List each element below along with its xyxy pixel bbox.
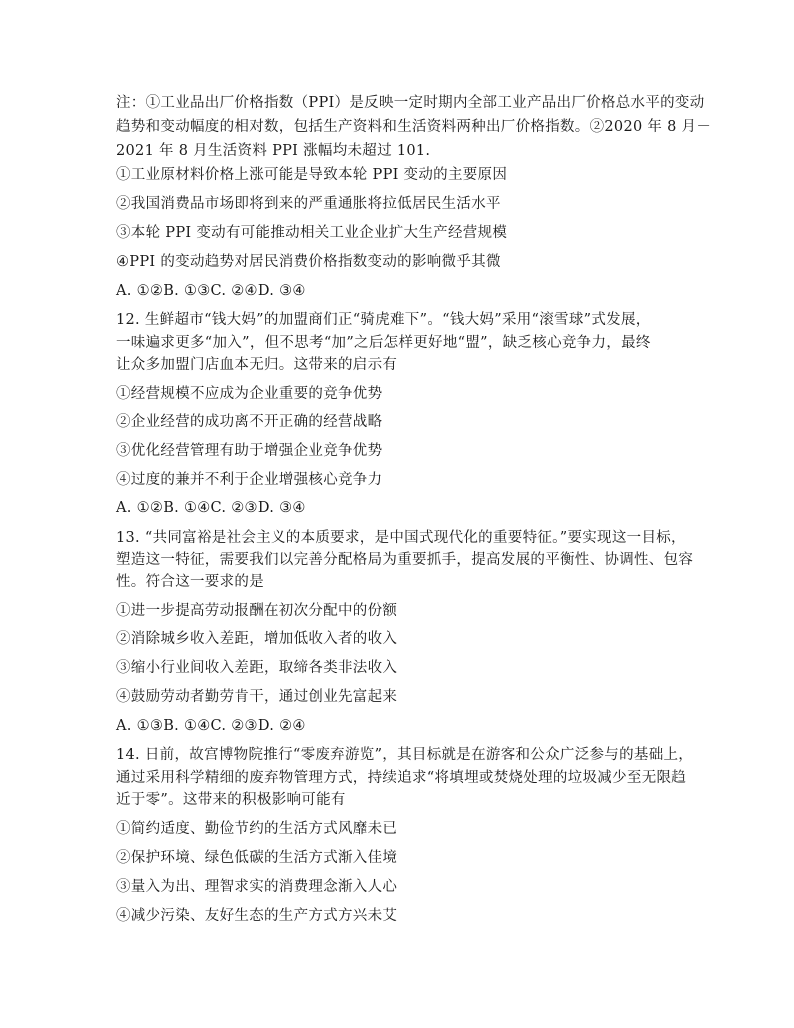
question-stem-line: 一味遍求更多“加入”，但不思考“加”之后怎样更好地“盟”，缺乏核心竞争力，最终 xyxy=(116,335,651,351)
question-stem-line: 近于零”。这带来的积极影响可能有 xyxy=(116,792,346,808)
question-stem-line: 通过采用科学精细的废弃物管理方式，持续追求“将填埋或焚烧处理的垃圾减少至无限趋 xyxy=(116,770,687,786)
option-item: ④过度的兼并不利于企业增强核心竞争力 xyxy=(116,472,383,488)
option-item: ②消除城乡收入差距，增加低收入者的收入 xyxy=(116,631,398,647)
option-item: ②企业经营的成功离不开正确的经营战略 xyxy=(116,414,383,430)
option-item: ④鼓励劳动者勤劳肯干，通过创业先富起来 xyxy=(116,689,398,705)
option-item: ③量入为出、理智求实的消费理念渐入人心 xyxy=(116,879,398,895)
question-stem-line: 12. 生鲜超市“钱大妈”的加盟商们正“骑虎难下”。“钱大妈”采用“滚雪球”式发展， xyxy=(116,312,651,328)
note-line: 趋势和变动幅度的相对数，包括生产资料和生活资料两种出厂价格指数。②2020 年 8 月－ xyxy=(116,119,712,135)
question-stem-line: 塑造这一特征，需要我们以完善分配格局为重要抓手，提高发展的平衡性、协调性、包容 xyxy=(116,552,694,568)
answer-choices: A. ①②B. ①④C. ②③D. ③④ xyxy=(116,500,306,516)
answer-choices: A. ①③B. ①④C. ②③D. ②④ xyxy=(116,718,306,734)
option-item: ④PPI 的变动趋势对居民消费价格指数变动的影响微乎其微 xyxy=(116,254,501,270)
question-stem-line: 让众多加盟门店血本无归。这带来的启示有 xyxy=(116,357,398,373)
option-item: ②保护环境、绿色低碳的生活方式渐入佳境 xyxy=(116,850,398,866)
question-stem-line: 13. “共同富裕是社会主义的本质要求，是中国式现代化的重要特征。”要实现这一目标， xyxy=(116,530,686,546)
option-item: ③缩小行业间收入差距，取缔各类非法收入 xyxy=(116,660,398,676)
note-line: 2021 年 8 月生活资料 PPI 涨幅均未超过 101. xyxy=(116,143,431,159)
option-item: ③优化经营管理有助于增强企业竞争优势 xyxy=(116,443,383,459)
note-line: 注：①工业品出厂价格指数（PPI）是反映一定时期内全部工业产品出厂价格总水平的变动 xyxy=(116,95,705,111)
option-item: ①进一步提高劳动报酬在初次分配中的份额 xyxy=(116,603,398,619)
option-item: ①经营规模不应成为企业重要的竞争优势 xyxy=(116,386,383,402)
option-item: ④减少污染、友好生态的生产方式方兴未艾 xyxy=(116,908,398,924)
question-stem-line: 14. 日前，故宫博物院推行“零废弃游览”，其目标就是在游客和公众广泛参与的基础上， xyxy=(116,747,694,763)
option-item: ①工业原材料价格上涨可能是导致本轮 PPI 变动的主要原因 xyxy=(116,167,508,183)
option-item: ②我国消费品市场即将到来的严重通胀将拉低居民生活水平 xyxy=(116,196,501,212)
option-item: ③本轮 PPI 变动有可能推动相关工业企业扩大生产经营规模 xyxy=(116,225,508,241)
option-item: ①简约适度、勤俭节约的生活方式风靡未已 xyxy=(116,821,398,837)
question-stem-line: 性。符合这一要求的是 xyxy=(116,574,264,590)
answer-choices: A. ①②B. ①③C. ②④D. ③④ xyxy=(116,283,306,299)
